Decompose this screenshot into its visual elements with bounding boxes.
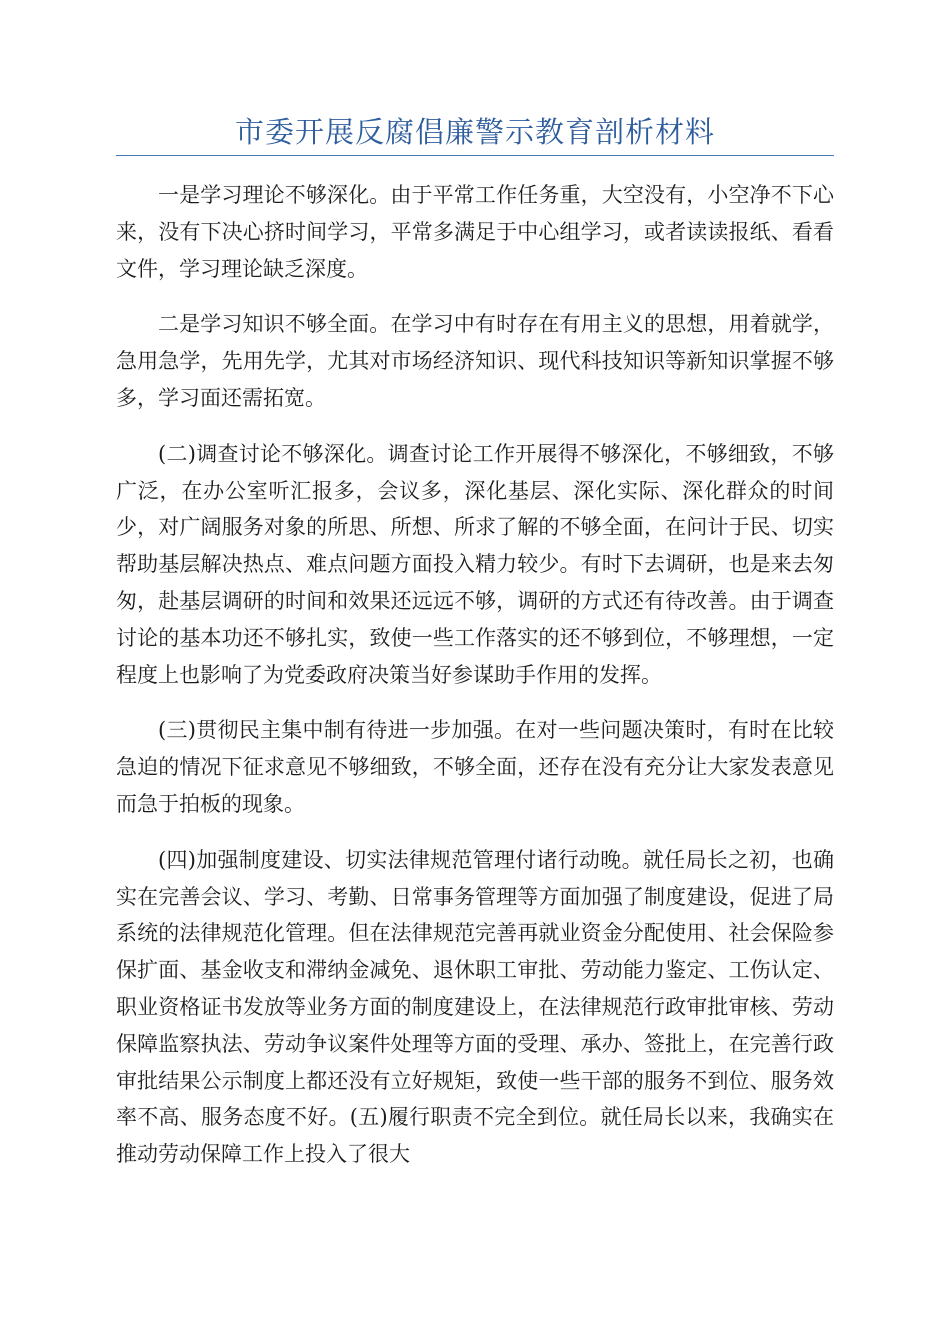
paragraph-investigation: (二)调查讨论不够深化。调查讨论工作开展得不够深化，不够细致，不够广泛，在办公室听汇报多，会议多，深化基层、深化实际、深化群众的时间少，对广阔服务对象的所思、所想、所求了解的不够全面，在问计于民、切实帮助基层解决热点、难点问题方面投入精力较少。有时下去调研，也是来去匆匆，赴基层调研的时间和效果还远远不够，调研的方式还有待改善。由于调查讨论的基本功还不够扎实，致使一些工作落实的还不够到位，不够理想，一定程度上也影响了为党委政府决策当好参谋助手作用的发挥。: [116, 441, 834, 687]
document-body: [116, 177, 834, 1192]
paragraph-system-building: (四)加强制度建设、切实法律规范管理付诸行动晚。就任局长之初，也确实在完善会议、学习、考勤、日常事务管理等方面加强了制度建设，促进了局系统的法律规范化管理。但在法律规范完善再就业资金分配使用、社会保险参保扩面、基金收支和滞纳金减免、退休职工审批、劳动能力鉴定、工伤认定、职业资格证书发放等业务方面的制度建设上，在法律规范行政审批审核、劳动保障监察执法、劳动争议案件处理等方面的受理、承办、签批上，在完善行政审批结果公示制度上都还没有立好规矩，致使一些干部的服务不到位、服务效率不高、服务态度不好。(五)履行职责不完全到位。就任局长以来，我确实在推动劳动保障工作上投入了很大: [116, 847, 834, 1167]
paragraph-democratic-centralism: (三)贯彻民主集中制有待进一步加强。在对一些问题决策时，有时在比较急迫的情况下征求意见不够细致，不够全面，还存在没有充分让大家发表意见而急于拍板的现象。: [116, 718, 834, 816]
paragraph-study-theory: 一是学习理论不够深化。由于平常工作任务重，大空没有，小空净不下心来，没有下决心挤时间学习，平常多满足于中心组学习，或者读读报纸、看看文件，学习理论缺乏深度。: [116, 183, 834, 281]
title-underline: [116, 155, 834, 156]
document-title: 市委开展反腐倡廉警示教育剖析材料: [234, 115, 715, 149]
paragraph-study-knowledge: 二是学习知识不够全面。在学习中有时存在有用主义的思想，用着就学，急用急学，先用先学，尤其对市场经济知识、现代科技知识等新知识掌握不够多，学习面还需拓宽。: [116, 312, 834, 410]
